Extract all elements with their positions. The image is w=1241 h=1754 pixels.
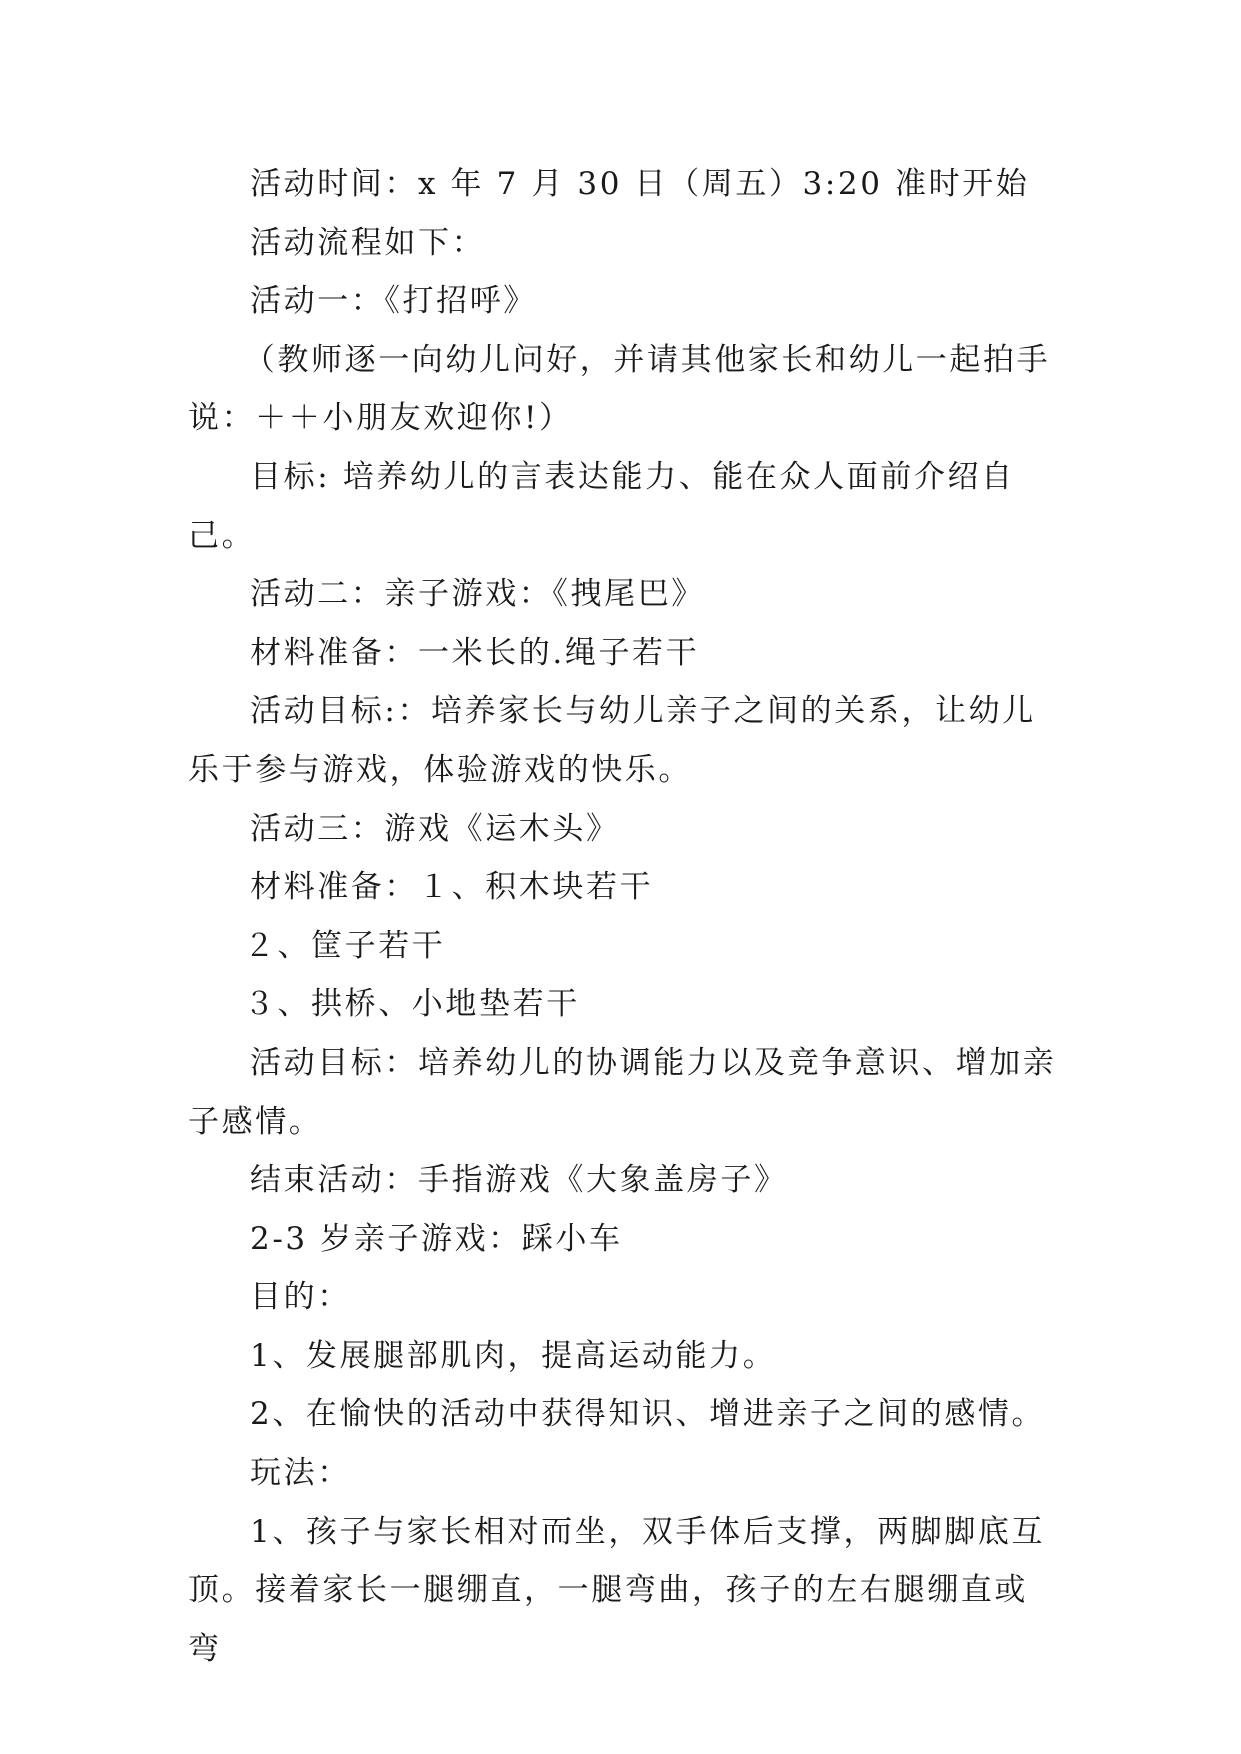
paragraph-activity-time: 活动时间：x 年 7 月 30 日（周五）3:20 准时开始 <box>250 166 1030 202</box>
paragraph-goal-two: 活动目标:：培养家长与幼儿亲子之间的关系，让幼儿乐于参与游戏，体验游戏的快乐。 <box>188 693 1036 788</box>
paragraph-activity-two: 活动二：亲子游戏：《拽尾巴》 <box>250 576 705 613</box>
paragraph-goal-one: 目标: 培养幼儿的言表达能力、能在众人面前介绍自己。 <box>188 458 1015 554</box>
paragraph-materials-three: 材料准备：１、积木块若干 <box>250 869 654 906</box>
paragraph-materials-item-3: ３、拱桥、小地垫若干 <box>243 986 580 1023</box>
paragraph-closing-activity: 结束活动：手指游戏《大象盖房子》 <box>250 1162 788 1199</box>
paragraph-flow-intro: 活动流程如下： <box>250 224 486 261</box>
paragraph-purpose-2: 2、在愉快的活动中获得知识、增进亲子之间的感情。 <box>250 1396 1046 1433</box>
paragraph-greeting-note: （教师逐一向幼儿问好，并请其他家长和幼儿一起拍手说：＋＋小朋友欢迎你!） <box>188 341 1051 437</box>
paragraph-purpose-1: 1、发展腿部肌肉，提高运动能力。 <box>250 1337 777 1374</box>
paragraph-method-1: 1、孩子与家长相对而坐，双手体后支撑，两脚脚底互顶。接着家长一腿绷直，一腿弯曲，孩子的左右腿绷直或弯 <box>188 1513 1046 1667</box>
paragraph-activity-one: 活动一：《打招呼》 <box>250 283 537 320</box>
paragraph-materials-two: 材料准备：一米长的.绳子若干 <box>250 634 700 671</box>
document-body <box>188 155 1058 1678</box>
paragraph-method-heading: 玩法： <box>250 1455 351 1492</box>
paragraph-purpose-heading: 目的： <box>250 1279 351 1316</box>
paragraph-materials-item-2: ２、筐子若干 <box>243 927 446 964</box>
paragraph-goal-three: 活动目标：培养幼儿的协调能力以及竞争意识、增加亲子感情。 <box>188 1044 1057 1140</box>
paragraph-activity-three: 活动三：游戏《运木头》 <box>250 810 620 847</box>
paragraph-game-title: 2-3 岁亲子游戏：踩小车 <box>250 1220 623 1257</box>
